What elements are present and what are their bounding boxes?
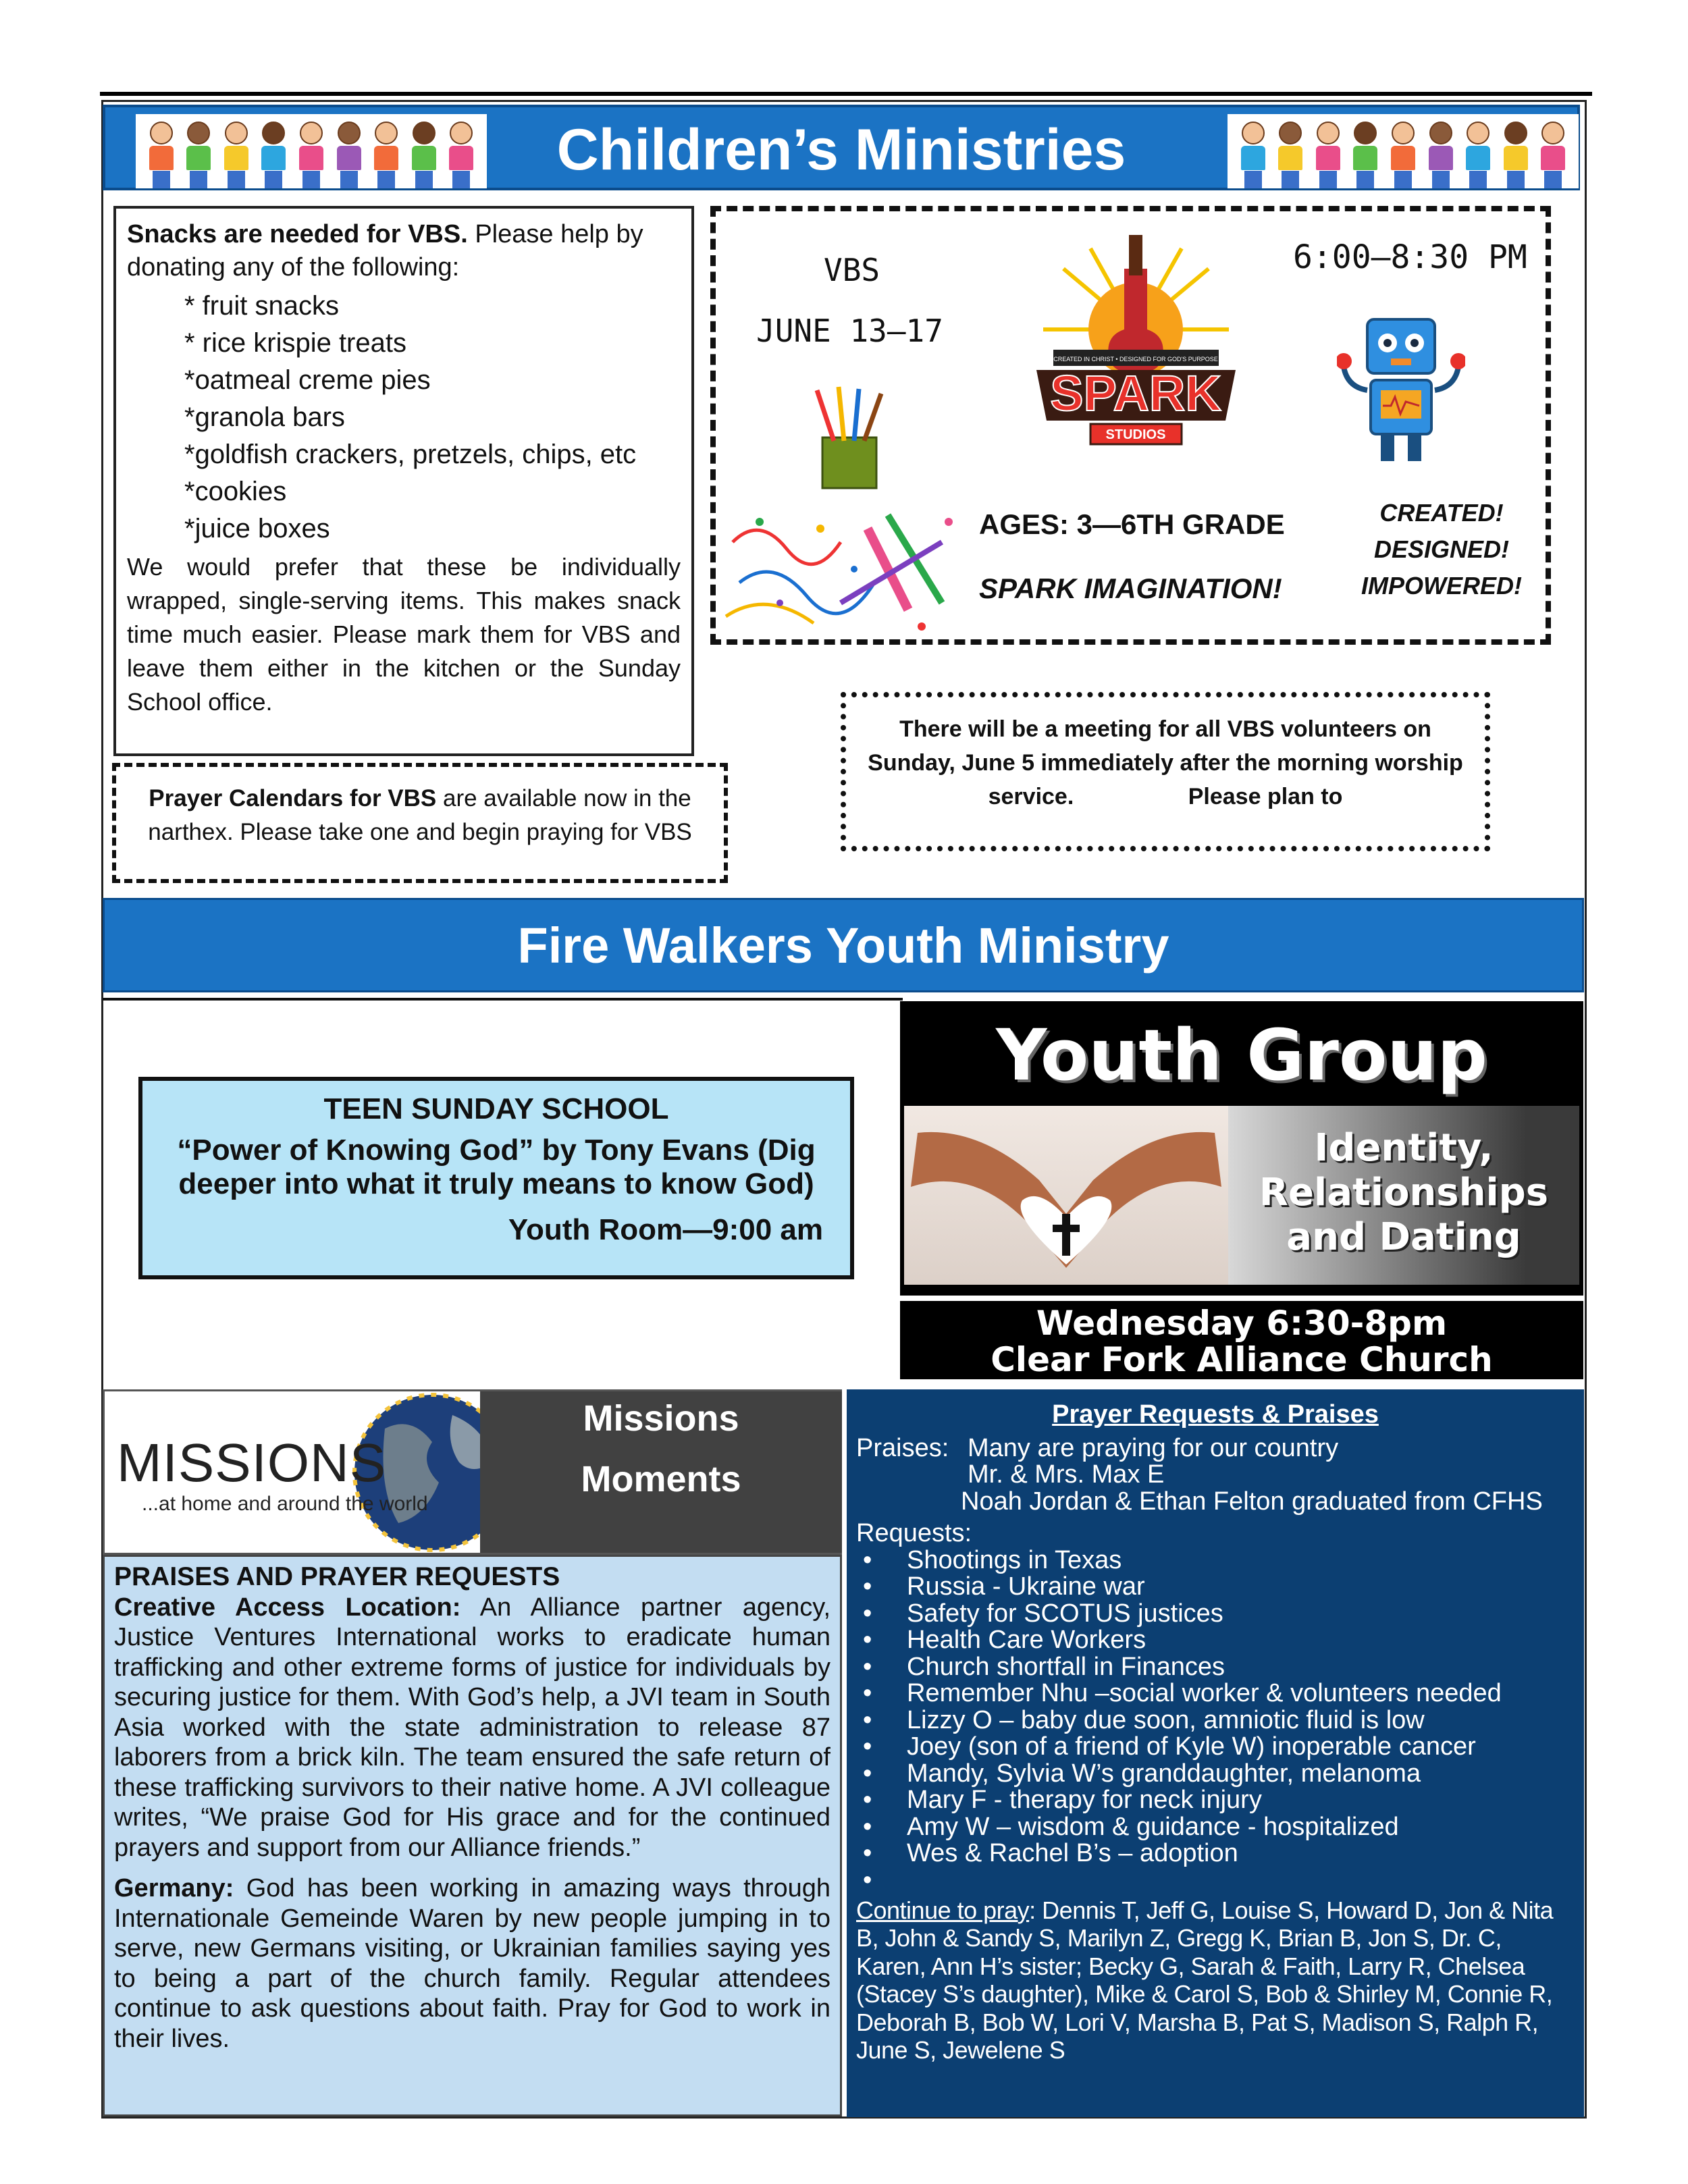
youth-group-schedule bbox=[900, 1305, 1583, 1378]
germany-text: God has been working in amazing ways through Internationale Gemeinde Waren by new people jumping in to serve, new Germans visiting, or Ukrainian families saying yes to being a part of the church family. Regular attendees continue to ask questions about faith. Pray for God to work in their lives. bbox=[114, 1874, 830, 2053]
request-item: • Amy W – wisdom & guidance - hospitalized bbox=[856, 1814, 1575, 1841]
prayer-requests-box bbox=[847, 1389, 1584, 2117]
spark-studios-logo bbox=[1023, 228, 1249, 451]
vbs-dates: JUNE 13–17 bbox=[756, 313, 943, 349]
theme-line: Identity, bbox=[1314, 1126, 1494, 1170]
vbs-motto-line: CREATED! bbox=[1379, 499, 1504, 527]
youth-group-theme bbox=[1228, 1106, 1579, 1285]
request-item: • Mandy, Sylvia W’s granddaughter, melanoma bbox=[856, 1761, 1575, 1788]
childrens-ministries-title: Children’s Ministries bbox=[556, 117, 1126, 182]
vbs-motto-line: DESIGNED! bbox=[1373, 535, 1510, 563]
request-item: • Wes & Rachel B’s – adoption bbox=[856, 1840, 1575, 1867]
youth-group-where: Clear Fork Alliance Church bbox=[991, 1340, 1493, 1379]
prayer-calendars-box bbox=[112, 763, 728, 883]
snack-item: *oatmeal creme pies bbox=[184, 365, 431, 395]
missions-heading: PRAISES AND PRAYER REQUESTS bbox=[114, 1562, 560, 1591]
youth-group-when: Wednesday 6:30-8pm bbox=[1036, 1304, 1448, 1343]
continue-to-pray bbox=[856, 1896, 1575, 2065]
praises-list bbox=[961, 1433, 1543, 1516]
meeting-tail: Please plan to bbox=[1188, 784, 1343, 809]
vbs-label: VBS bbox=[824, 252, 880, 288]
request-item: • Safety for SCOTUS justices bbox=[856, 1601, 1575, 1628]
prayer-title: Prayer Requests & Praises bbox=[1052, 1400, 1379, 1429]
praise-item: Many are praying for our country bbox=[968, 1433, 1339, 1462]
requests-list bbox=[856, 1547, 1575, 1894]
germany-label: Germany: bbox=[114, 1874, 234, 1902]
creative-access-label: Creative Access Location: bbox=[114, 1593, 461, 1622]
snack-item: *goldfish crackers, pretzels, chips, etc bbox=[184, 439, 637, 469]
snacks-paragraph: We would prefer that these be individually wrapped, single-serving items. This makes snack time much easier. Please mark them for VBS and leave them either in the kitchen or the Sunday School office. bbox=[127, 552, 681, 716]
childrens-ministries-header bbox=[103, 105, 1580, 190]
page-top-rule bbox=[100, 92, 1592, 96]
snack-item: * rice krispie treats bbox=[184, 327, 406, 358]
request-item bbox=[856, 1867, 1575, 1894]
youth-group-graphic bbox=[900, 1001, 1583, 1379]
missions-praises-box bbox=[103, 1555, 842, 2116]
calendars-bold: Prayer Calendars for VBS bbox=[149, 785, 437, 811]
vbs-ages: AGES: 3—6TH GRADE bbox=[979, 508, 1285, 540]
praise-item: Mr. & Mrs. Max E bbox=[968, 1460, 1165, 1489]
snack-item: * fruit snacks bbox=[184, 290, 339, 321]
missions-logo-sub: ...at home and around the world bbox=[142, 1493, 428, 1515]
teen-sunday-school-box bbox=[138, 1077, 854, 1279]
request-item: • Church shortfall in Finances bbox=[856, 1654, 1575, 1681]
confetti-image bbox=[719, 502, 962, 637]
praises-block bbox=[856, 1435, 1575, 1516]
continue-names: : Dennis T, Jeff G, Louise S, Howard D, Jon & Nita B, John & Sandy S, Marilyn Z, Gregg K, Brian B, Jon S, Dr. C, Karen, Ann H’s sister; Becky G, Sarah & Faith, Larry R, Chelsea (Stacey S’s daughter), Mike & Carol S, Bob & Shirley M, Connie R, Deborah B, Bob W, Lori V, Marsha B, Pat S, Madison S, Ralph R, June S, Jewelene S bbox=[856, 1896, 1554, 2064]
request-item: • Health Care Workers bbox=[856, 1627, 1575, 1654]
youth-group-divider bbox=[900, 1296, 1583, 1301]
vbs-snacks-box bbox=[113, 206, 694, 756]
logo-top-text: CREATED IN CHRIST • DESIGNED FOR GOD'S PURPOSE bbox=[1053, 356, 1218, 363]
snack-item: *granola bars bbox=[184, 402, 345, 432]
request-item: • Shootings in Texas bbox=[856, 1547, 1575, 1574]
snacks-lead-rest: Please help by donating any of the following: bbox=[127, 220, 643, 282]
section-divider bbox=[103, 998, 903, 1001]
praise-item: Noah Jordan & Ethan Felton graduated from CFHS bbox=[961, 1487, 1543, 1516]
snacks-lead bbox=[127, 218, 681, 285]
snack-list bbox=[127, 288, 681, 548]
vbs-volunteer-meeting-box bbox=[841, 692, 1490, 851]
vbs-info-box bbox=[710, 206, 1551, 645]
youth-ministry-header: Fire Walkers Youth Ministry bbox=[103, 898, 1584, 992]
paintbrush-cup-icon bbox=[797, 383, 898, 491]
vbs-time: 6:00–8:30 PM bbox=[1293, 238, 1527, 276]
continue-label: Continue to pray bbox=[856, 1896, 1030, 1924]
snack-item: *juice boxes bbox=[184, 513, 330, 543]
robot-icon bbox=[1337, 313, 1465, 468]
vbs-motto-line: IMPOWERED! bbox=[1361, 572, 1522, 600]
request-item: • Russia - Ukraine war bbox=[856, 1574, 1575, 1601]
logo-sub-text: STUDIOS bbox=[1105, 427, 1166, 442]
teen-location-time: Youth Room—9:00 am bbox=[508, 1213, 823, 1246]
snack-item: *cookies bbox=[184, 476, 287, 506]
requests-label: Requests: bbox=[856, 1519, 972, 1547]
missions-logo-word: MISSIONS bbox=[117, 1433, 387, 1493]
missions-banner bbox=[103, 1389, 842, 1555]
calendars-rest: are available now in the narthex. Please take one and begin praying for VBS bbox=[148, 785, 692, 845]
vbs-motto bbox=[1354, 495, 1529, 604]
germany-paragraph bbox=[114, 1873, 830, 2054]
snacks-lead-bold: Snacks are needed for VBS. bbox=[127, 220, 468, 248]
vbs-tagline: SPARK IMAGINATION! bbox=[979, 572, 1282, 604]
missions-moments-line: Missions bbox=[583, 1398, 739, 1439]
creative-access-text: An Alliance partner agency, Justice Ventures International works to eradicate human trafficking and other extreme forms of justice for individuals by securing justice for them. With God’s help, a JVI team in South Asia worked with the state administration to release 87 laborers from a brick kiln. The team ensured the safe return of these trafficking survivors to their native home. A JVI colleague writes, “We praise God for His grace and for the continued prayers and support from our Alliance friends.” bbox=[114, 1593, 831, 1862]
missions-moments-line: Moments bbox=[581, 1459, 741, 1499]
request-item: • Joey (son of a friend of Kyle W) inoperable cancer bbox=[856, 1734, 1575, 1761]
youth-group-title: Youth Group bbox=[996, 1014, 1487, 1096]
request-item: • Remember Nhu –social worker & volunteers needed bbox=[856, 1680, 1575, 1707]
missions-moments-panel bbox=[480, 1391, 842, 1553]
kids-holding-hands-right-image bbox=[1228, 114, 1579, 188]
missions-logo bbox=[105, 1391, 480, 1553]
praises-label: Praises: bbox=[856, 1433, 949, 1462]
logo-main-text: SPARK bbox=[1050, 365, 1221, 421]
teen-heading: TEEN SUNDAY SCHOOL bbox=[323, 1092, 669, 1125]
heart-hands-image bbox=[904, 1106, 1228, 1285]
meeting-text: There will be a meeting for all VBS volunteers on Sunday, June 5 immediately after the morning worship service. bbox=[868, 716, 1463, 809]
request-item: • Lizzy O – baby due soon, amniotic fluid is low bbox=[856, 1707, 1575, 1734]
theme-line: and Dating bbox=[1286, 1215, 1521, 1259]
request-item: • Mary F - therapy for neck injury bbox=[856, 1787, 1575, 1814]
teen-topic: “Power of Knowing God” by Tony Evans (Dig deeper into what it truly means to know God) bbox=[177, 1134, 816, 1200]
theme-line: Relationships bbox=[1259, 1171, 1549, 1215]
creative-access-paragraph bbox=[114, 1593, 830, 1863]
